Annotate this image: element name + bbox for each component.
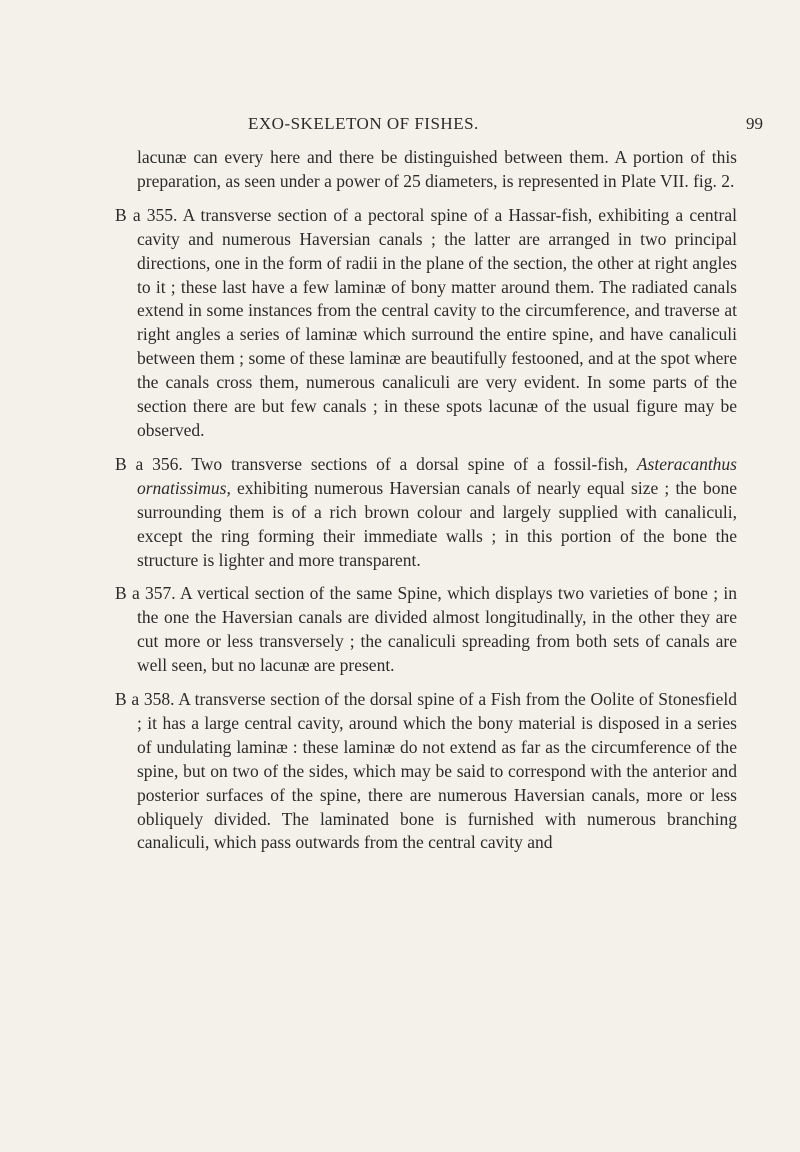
running-header: EXO-SKELETON OF FISHES. <box>248 114 479 133</box>
entry-text: Two transverse sections of a dorsal spine of a fossil-fish, <box>191 453 628 474</box>
entry-text: A transverse section of the dorsal spine of a Fish from the Oolite of Stonesfield ; it has a large central cavity, around which the bony material is disposed in a series of undulating laminæ : these laminæ do not extend as far as the circumference of the spine, but on two of the sides, which may be said to correspond with the anterior and posterior surfaces of the spine, there are numerous Haversian canals, more or less obliquely divided. The laminated bone is furnished with numerous branching canaliculi, which pass outwards from the central cavity and <box>137 689 737 853</box>
species-name: Asteracanthus ornatissimus, <box>137 453 737 498</box>
catalogue-entry-355 <box>115 204 737 443</box>
entry-label: B a 357. <box>115 583 176 604</box>
entry-label: B a 356. <box>115 453 183 474</box>
entry-label: B a 358. <box>115 689 175 710</box>
catalogue-entry-356 <box>115 453 738 573</box>
catalogue-entry-357 <box>115 582 737 678</box>
entry-text: A transverse section of a pectoral spine of a Hassar-fish, exhibiting a central cavity and numerous Haversian canals ; the latter are arranged in two principal directions, one in the form of radii in the plane of the section, the other at right angles to it ; these last have a few laminæ of bony matter around them. The radiated canals extend in some instances from the central cavity to the circumference, and traverse at right angles a series of laminæ which surround the entire spine, and have canaliculi between them ; some of these laminæ are beautifully festooned, and at the spot where the canals cross them, numerous canaliculi are very evident. In some parts of the section there are but few canals ; in these spots lacunæ of the usual figure may be observed. <box>137 204 737 440</box>
catalogue-entry-358 <box>115 688 737 855</box>
entry-text: exhibiting numerous Haversian canals of nearly equal size ; the bone surrounding them is of a rich brown colour and largely supplied with canaliculi, except the ring forming their immediate walls ; in this portion of the bone the structure is lighter and more transparent. <box>137 477 738 570</box>
page-number: 99 <box>746 114 763 133</box>
entry-label: B a 355. <box>115 204 178 225</box>
continued-paragraph: lacunæ can every here and there be distinguished between them. A portion of this preparation, as seen under a power of 25 diameters, is represented in Plate VII. fig. 2. <box>137 147 737 191</box>
entry-text: A vertical section of the same Spine, which displays two varieties of bone ; in the one the Haversian canals are divided almost longitudinally, in the other they are cut more or less transversely ; the canaliculi spreading from both sets of canals are well seen, but no lacunæ are present. <box>137 583 737 676</box>
page-body <box>115 146 738 865</box>
